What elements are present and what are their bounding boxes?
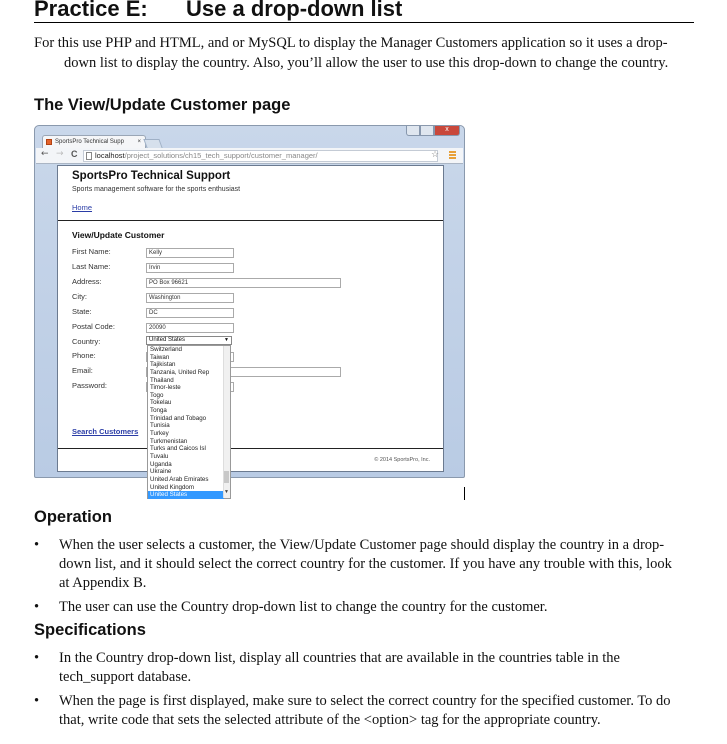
list-item: • When the user selects a customer, the View/Update Customer page should display the country in a drop-down list, and it should select the correct country for the customer. If you have any trouble with this, look at Appendix B.	[34, 537, 672, 591]
phone-label: Phone:	[72, 351, 96, 360]
maximize-button[interactable]	[420, 126, 434, 136]
first-name-input[interactable]: Kelly	[146, 248, 234, 258]
country-option[interactable]: Thailand	[150, 376, 174, 384]
country-option[interactable]: Trinidad and Tobago	[150, 414, 207, 422]
minimize-button[interactable]	[406, 126, 420, 136]
intro-paragraph: For this use PHP and HTML, and or MySQL to display the Manager Customers application so it uses a drop-down list to display the country. Also, you’ll allow the user to use this drop-down to change the country.	[34, 35, 669, 71]
last-name-label: Last Name:	[72, 262, 111, 271]
list-item: • The user can use the Country drop-down list to change the country for the customer.	[34, 599, 548, 615]
country-option[interactable]: Uganda	[150, 460, 172, 468]
country-option[interactable]: United Kingdom	[150, 483, 195, 491]
browser-tab[interactable]	[42, 135, 146, 148]
specifications-list	[34, 649, 684, 735]
figure-heading: The View/Update Customer page	[34, 96, 291, 114]
country-option[interactable]: Tuvalu	[150, 452, 169, 460]
browser-window	[34, 125, 465, 478]
operation-list	[34, 536, 684, 622]
window-controls	[406, 126, 460, 137]
state-input[interactable]: DC	[146, 308, 234, 318]
address-bar[interactable]	[83, 150, 438, 162]
city-input[interactable]: Washington	[146, 293, 234, 303]
country-option[interactable]: Tanzania, United Rep	[150, 368, 210, 376]
page-icon	[86, 152, 92, 160]
country-option[interactable]: Turkey	[150, 430, 169, 438]
forward-arrow-icon[interactable]: →	[56, 149, 64, 159]
scroll-down-arrow-icon[interactable]: ▼	[224, 489, 229, 496]
country-dropdown-list[interactable]	[147, 345, 231, 499]
bullet-icon: •	[34, 599, 40, 615]
home-link[interactable]: Home	[72, 203, 93, 212]
country-option[interactable]: Tokelau	[150, 399, 172, 407]
country-option[interactable]: Switzerland	[150, 346, 182, 353]
country-option[interactable]: Ukraine	[150, 468, 172, 476]
chevron-down-icon: ▼	[224, 337, 229, 343]
state-label: State:	[72, 307, 92, 316]
favicon-icon	[46, 139, 52, 145]
menu-icon[interactable]	[449, 151, 456, 160]
city-label: City:	[72, 292, 87, 301]
country-label: Country:	[72, 337, 101, 346]
web-page	[57, 165, 444, 472]
list-item: • In the Country drop-down list, display all countries that are available in the countries table in the tech_support database.	[34, 650, 620, 685]
page-title	[34, 0, 694, 23]
postal-code-label: Postal Code:	[72, 322, 115, 331]
new-tab-button[interactable]	[143, 139, 162, 148]
back-arrow-icon[interactable]: ←	[41, 149, 49, 159]
country-option[interactable]: Turkmenistan	[150, 437, 188, 445]
operation-heading: Operation	[34, 508, 112, 526]
url-host: localhost	[95, 151, 125, 160]
title-prefix: Practice E:	[34, 0, 148, 21]
search-customers-link[interactable]: Search Customers	[72, 427, 139, 436]
address-input[interactable]: PO Box 96621	[146, 278, 341, 288]
title-text: Use a drop-down list	[186, 0, 403, 21]
address-label: Address:	[72, 277, 102, 286]
browser-toolbar	[36, 148, 463, 164]
bullet-icon: •	[34, 537, 40, 553]
country-option[interactable]: Taiwan	[150, 353, 170, 361]
scrollbar-thumb[interactable]	[224, 471, 229, 483]
site-tagline: Sports management software for the sports enthusiast	[72, 186, 241, 193]
specifications-heading: Specifications	[34, 621, 146, 639]
bullet-icon: •	[34, 650, 40, 666]
footer-divider	[58, 448, 443, 449]
tab-close-icon[interactable]: ×	[137, 139, 141, 145]
country-option[interactable]: Tonga	[150, 407, 167, 415]
country-option[interactable]: Tajikistan	[150, 361, 176, 369]
country-option[interactable]: Turks and Caicos Isl	[150, 445, 206, 453]
last-name-input[interactable]: Irvin	[146, 263, 234, 273]
close-window-button[interactable]: x	[434, 126, 460, 136]
password-label: Password:	[72, 381, 108, 390]
country-option[interactable]: Timor-leste	[150, 384, 181, 392]
country-option[interactable]: United Arab Emirates	[150, 475, 209, 483]
email-label: Email:	[72, 366, 93, 375]
copyright-text: © 2014 SportsPro, Inc.	[374, 457, 430, 463]
text-cursor	[464, 487, 465, 500]
postal-code-input[interactable]: 20090	[146, 323, 234, 333]
country-option[interactable]: Tunisia	[150, 422, 170, 430]
first-name-label: First Name:	[72, 247, 111, 256]
url-path: /project_solutions/ch15_tech_support/customer_manager/	[124, 151, 318, 160]
site-title: SportsPro Technical Support	[72, 170, 231, 182]
country-select[interactable]	[146, 336, 232, 345]
bullet-icon: •	[34, 693, 40, 709]
country-select-value: United States	[149, 337, 186, 343]
header-divider	[58, 220, 443, 221]
section-title: View/Update Customer	[72, 230, 165, 240]
bookmark-star-icon[interactable]: ☆	[431, 149, 440, 159]
country-option-selected[interactable]: United States	[148, 491, 224, 499]
reload-icon[interactable]: C	[71, 149, 78, 159]
country-option[interactable]: Togo	[150, 391, 164, 399]
list-item: • When the page is first displayed, make sure to select the correct country for the specified customer. To do that, write code that sets the selected attribute of the <option> tag for the appropriate country.	[34, 693, 671, 728]
tab-title: SportsPro Technical Supp	[55, 139, 124, 145]
